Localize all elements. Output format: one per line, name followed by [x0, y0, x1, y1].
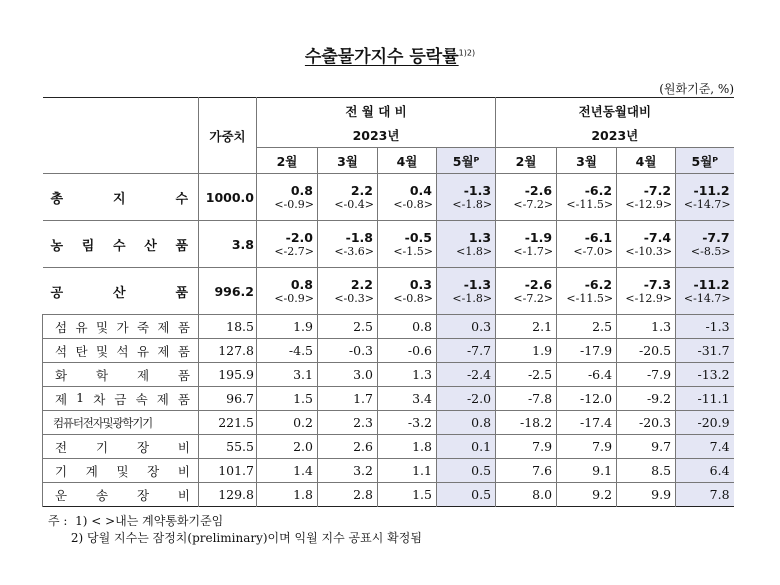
month-header: 4월	[617, 148, 676, 174]
subcategory-name: 기 계 및 장 비	[43, 459, 199, 483]
contract-currency-value: <-3.6>	[318, 245, 378, 268]
category-name: 농 림 수 산 품	[43, 221, 199, 268]
contract-currency-value: <-12.9>	[617, 292, 676, 315]
contract-currency-value: <-7.0>	[557, 245, 617, 268]
change-value: 2.0	[257, 435, 318, 459]
weight-value: 96.7	[199, 387, 257, 411]
change-value: 2.2	[318, 174, 378, 198]
weight-value: 195.9	[199, 363, 257, 387]
change-value: 1.4	[257, 459, 318, 483]
change-value: 0.3	[437, 315, 496, 339]
header-weight: 가중치	[199, 98, 257, 174]
change-value: 2.5	[318, 315, 378, 339]
price-index-table	[42, 97, 734, 507]
change-value: -7.3	[617, 268, 676, 292]
change-value: 2.6	[318, 435, 378, 459]
change-value: -17.9	[557, 339, 617, 363]
table-row	[43, 411, 734, 435]
change-value: -3.2	[378, 411, 437, 435]
change-value: 7.9	[496, 435, 557, 459]
change-value: 2.5	[557, 315, 617, 339]
change-value: 9.7	[617, 435, 676, 459]
contract-currency-value: <-7.2>	[496, 198, 557, 221]
month-header: 3월	[318, 148, 378, 174]
change-value: 0.1	[437, 435, 496, 459]
table-row	[43, 459, 734, 483]
change-value: -17.4	[557, 411, 617, 435]
table-row	[43, 268, 734, 292]
subcategory-name: 석 탄 및 석 유 제 품	[43, 339, 199, 363]
category-name: 공 산 품	[43, 268, 199, 315]
subcategory-name: 전 기 장 비	[43, 435, 199, 459]
month-header: 4월	[378, 148, 437, 174]
weight-value: 18.5	[199, 315, 257, 339]
change-value: -18.2	[496, 411, 557, 435]
table-row	[43, 387, 734, 411]
contract-currency-value: <-0.9>	[257, 198, 318, 221]
change-value: 1.7	[318, 387, 378, 411]
month-header: 2월	[257, 148, 318, 174]
change-value: -2.6	[496, 174, 557, 198]
table-row	[43, 174, 734, 198]
change-value: 0.4	[378, 174, 437, 198]
change-value: -2.6	[496, 268, 557, 292]
change-value: 2.2	[318, 268, 378, 292]
change-value: 9.1	[557, 459, 617, 483]
change-value: 0.8	[378, 315, 437, 339]
contract-currency-value: <-1.8>	[437, 198, 496, 221]
table-row	[43, 221, 734, 245]
contract-currency-value: <-8.5>	[676, 245, 734, 268]
subcategory-name: 화 학 제 품	[43, 363, 199, 387]
change-value: 1.9	[496, 339, 557, 363]
change-value: 0.3	[378, 268, 437, 292]
month-header: 5월ᴾ	[676, 148, 734, 174]
contract-currency-value: <-0.3>	[318, 292, 378, 315]
contract-currency-value: <-7.2>	[496, 292, 557, 315]
change-value: -7.7	[676, 221, 734, 245]
subcategory-name: 섬 유 및 가 죽 제 품	[43, 315, 199, 339]
change-value: 1.3	[617, 315, 676, 339]
change-value: 1.5	[257, 387, 318, 411]
change-value: 0.8	[257, 268, 318, 292]
change-value: 7.4	[676, 435, 734, 459]
change-value: 7.9	[557, 435, 617, 459]
footnote-2: 2) 당월 지수는 잠정치(preliminary)이며 익월 지수 공표시 확정됨	[48, 531, 422, 545]
change-value: 1.9	[257, 315, 318, 339]
change-value: 1.3	[378, 363, 437, 387]
subcategory-name: 컴퓨터전자및광학기기	[43, 411, 199, 435]
category-name: 총 지 수	[43, 174, 199, 221]
change-value: -1.8	[318, 221, 378, 245]
change-value: 0.8	[257, 174, 318, 198]
change-value: -7.8	[496, 387, 557, 411]
change-value: 8.0	[496, 483, 557, 507]
change-value: -11.1	[676, 387, 734, 411]
header-mom: 전 월 대 비	[257, 98, 496, 124]
change-value: -1.9	[496, 221, 557, 245]
contract-currency-value: <-12.9>	[617, 198, 676, 221]
contract-currency-value: <-1.8>	[437, 292, 496, 315]
change-value: 6.4	[676, 459, 734, 483]
change-value: 2.3	[318, 411, 378, 435]
change-value: 3.4	[378, 387, 437, 411]
change-value: -4.5	[257, 339, 318, 363]
change-value: -7.2	[617, 174, 676, 198]
contract-currency-value: <-2.7>	[257, 245, 318, 268]
change-value: -20.9	[676, 411, 734, 435]
weight-value: 221.5	[199, 411, 257, 435]
footnote-1: 주 : 1) < >내는 계약통화기준임	[48, 514, 224, 528]
change-value: -0.5	[378, 221, 437, 245]
change-value: -9.2	[617, 387, 676, 411]
contract-currency-value: <-11.5>	[557, 198, 617, 221]
change-value: 3.2	[318, 459, 378, 483]
change-value: 0.2	[257, 411, 318, 435]
change-value: -7.7	[437, 339, 496, 363]
title-text: 수출물가지수 등락률	[304, 47, 459, 67]
contract-currency-value: <-0.8>	[378, 198, 437, 221]
month-header: 3월	[557, 148, 617, 174]
change-value: -6.4	[557, 363, 617, 387]
change-value: 3.0	[318, 363, 378, 387]
change-value: 1.8	[257, 483, 318, 507]
change-value: -31.7	[676, 339, 734, 363]
change-value: -7.4	[617, 221, 676, 245]
table-row	[43, 363, 734, 387]
change-value: 0.5	[437, 459, 496, 483]
contract-currency-value: <-10.3>	[617, 245, 676, 268]
change-value: -0.3	[318, 339, 378, 363]
table-row	[43, 483, 734, 507]
change-value: 8.5	[617, 459, 676, 483]
subcategory-name: 운 송 장 비	[43, 483, 199, 507]
change-value: 2.8	[318, 483, 378, 507]
change-value: -1.3	[676, 315, 734, 339]
change-value: 2.1	[496, 315, 557, 339]
change-value: -2.4	[437, 363, 496, 387]
footnotes	[48, 513, 422, 547]
change-value: 0.5	[437, 483, 496, 507]
contract-currency-value: <1.8>	[437, 245, 496, 268]
change-value: -20.3	[617, 411, 676, 435]
title-footnote-ref: 1)2)	[458, 48, 476, 58]
weight-value: 996.2	[199, 268, 257, 315]
header-yoy: 전년동월대비	[578, 103, 652, 119]
month-header: 5월ᴾ	[437, 148, 496, 174]
change-value: 0.8	[437, 411, 496, 435]
header-corner	[43, 98, 199, 174]
change-value: -11.2	[676, 268, 734, 292]
change-value: 7.8	[676, 483, 734, 507]
change-value: -6.2	[557, 174, 617, 198]
change-value: -1.3	[437, 174, 496, 198]
change-value: 1.3	[437, 221, 496, 245]
change-value: -11.2	[676, 174, 734, 198]
contract-currency-value: <-0.9>	[257, 292, 318, 315]
change-value: -1.3	[437, 268, 496, 292]
change-value: -20.5	[617, 339, 676, 363]
change-value: -7.9	[617, 363, 676, 387]
change-value: -12.0	[557, 387, 617, 411]
change-value: -13.2	[676, 363, 734, 387]
weight-value: 101.7	[199, 459, 257, 483]
table-row	[43, 339, 734, 363]
weight-value: 55.5	[199, 435, 257, 459]
table-title	[0, 42, 780, 67]
contract-currency-value: <-14.7>	[676, 198, 734, 221]
contract-currency-value: <-0.4>	[318, 198, 378, 221]
weight-value: 3.8	[199, 221, 257, 268]
contract-currency-value: <-11.5>	[557, 292, 617, 315]
change-value: 7.6	[496, 459, 557, 483]
header-year-mom: 2023년	[257, 124, 496, 148]
change-value: -2.5	[496, 363, 557, 387]
contract-currency-value: <-1.5>	[378, 245, 437, 268]
change-value: 1.5	[378, 483, 437, 507]
header-year-yoy: 2023년	[591, 128, 639, 144]
weight-value: 1000.0	[199, 174, 257, 221]
change-value: 9.2	[557, 483, 617, 507]
weight-value: 127.8	[199, 339, 257, 363]
change-value: -6.2	[557, 268, 617, 292]
change-value: -2.0	[257, 221, 318, 245]
contract-currency-value: <-0.8>	[378, 292, 437, 315]
change-value: 9.9	[617, 483, 676, 507]
weight-value: 129.8	[199, 483, 257, 507]
month-header: 2월	[496, 148, 557, 174]
contract-currency-value: <-1.7>	[496, 245, 557, 268]
change-value: -2.0	[437, 387, 496, 411]
change-value: 3.1	[257, 363, 318, 387]
change-value: -6.1	[557, 221, 617, 245]
table-row	[43, 315, 734, 339]
change-value: -0.6	[378, 339, 437, 363]
contract-currency-value: <-14.7>	[676, 292, 734, 315]
change-value: 1.8	[378, 435, 437, 459]
table-row	[43, 435, 734, 459]
change-value: 1.1	[378, 459, 437, 483]
subcategory-name: 제 1 차 금 속 제 품	[43, 387, 199, 411]
unit-label: (원화기준, %)	[659, 82, 734, 96]
